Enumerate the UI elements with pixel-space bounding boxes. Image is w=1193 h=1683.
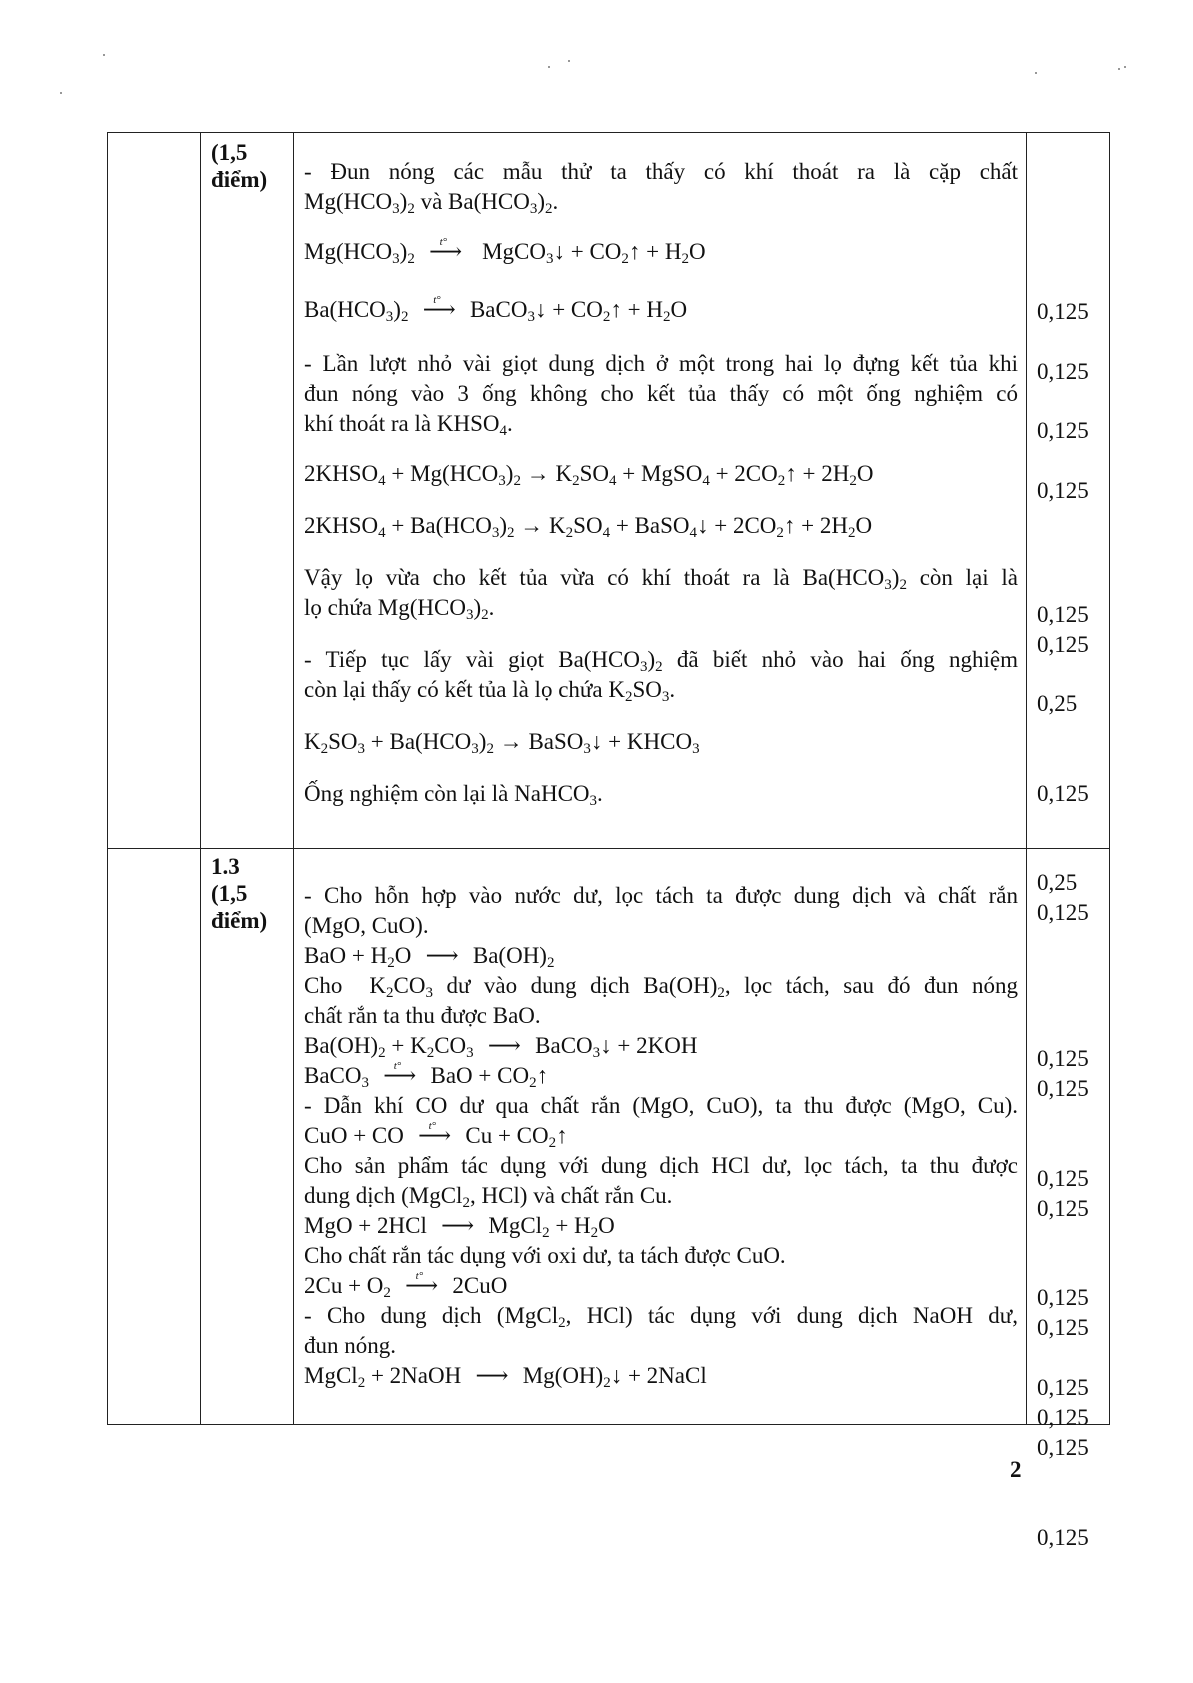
part-label-cell xyxy=(201,849,294,1425)
answer-table xyxy=(107,132,1110,1550)
equation: $2Cu + O_2$ t° ⟶ 2CuO xyxy=(304,1271,1018,1301)
point-value: 0,125 xyxy=(1037,417,1089,443)
answer-line: chất rắn ta thu được BaO. xyxy=(304,1003,541,1028)
equation: $Ba(HCO_3)_2$ t° ⟶ BaCO$_3$↓ + $CO_2↑ + H_2O$ xyxy=(304,295,1018,325)
scan-speck xyxy=(548,66,550,68)
equation: $2KHSO_4 + Ba(HCO_3)_2 \to K_2SO_4$ + BaSO$_4$↓ + $2CO_2↑ + 2H_2O$ xyxy=(304,513,873,541)
answer-line: Ống nghiệm còn lại là NaHCO$_3$. xyxy=(304,781,603,809)
answer-line: Cho $K_2CO_3$ dư vào dung dịch $Ba(OH)_2$, lọc tách, sau đó đun nóng xyxy=(304,973,1018,1001)
point-value: 0,125 xyxy=(1037,1314,1089,1340)
scan-speck xyxy=(1118,68,1120,70)
scan-speck xyxy=(568,60,570,62)
point-value: 0,125 xyxy=(1037,780,1089,806)
answer-line: - Dẫn khí CO dư qua chất rắn (MgO, CuO), ta thu được (MgO, Cu). xyxy=(304,1093,1018,1118)
equation: MgO + 2HCl ⟶ MgCl$_2$ + $H_2O$ xyxy=(304,1211,1018,1241)
answer-line: lọ chứa $Mg(HCO_3)_2$. xyxy=(304,595,495,623)
answer-content-cell xyxy=(294,133,1027,849)
answer-line: dung dịch (MgCl$_2$, HCl) và chất rắn Cu. xyxy=(304,1183,673,1211)
page-number: 2 xyxy=(1010,1457,1022,1482)
point-value: 0,125 xyxy=(1037,601,1089,627)
equation: $K_2SO_3 + Ba(HCO_3)_2$ → BaSO$_3$↓ + $KHCO_3$ xyxy=(304,729,700,757)
scan-speck xyxy=(1124,66,1126,68)
answer-line: - Tiếp tục lấy vài giọt $Ba(HCO_3)_2$ đã biết nhỏ vào hai ống nghiệm xyxy=(304,647,1018,675)
answer-line: $Mg(HCO_3)_2$ và $Ba(HCO_3)_2$. xyxy=(304,189,559,217)
scan-speck xyxy=(1035,72,1037,74)
answer-content-cell xyxy=(294,849,1027,1425)
scan-speck xyxy=(60,92,62,94)
answer-line: - Lần lượt nhỏ vài giọt dung dịch ở một trong hai lọ đựng kết tủa khi xyxy=(304,351,1018,376)
answer-line: Vậy lọ vừa cho kết tủa vừa có khí thoát ra là $Ba(HCO_3)_2$ còn lại là xyxy=(304,565,1018,593)
point-value: 0,125 xyxy=(1037,1165,1089,1191)
blank-cell xyxy=(108,133,201,849)
point-value: 0,125 xyxy=(1037,631,1089,657)
equation: CuO + CO t° ⟶ $Cu + CO_2↑$ xyxy=(304,1121,1018,1151)
blank-cell xyxy=(108,849,201,1425)
point-value: 0,25 xyxy=(1037,869,1078,895)
answer-line: đun nóng vào 3 ống không cho kết tủa thấy có một ống nghiệm có xyxy=(304,381,1018,406)
point-value: 0,125 xyxy=(1037,477,1089,503)
point-value: 0,25 xyxy=(1037,690,1078,716)
equation: MgCl$_2$ + 2NaOH ⟶ $Mg(OH)_2↓$ + 2NaCl xyxy=(304,1361,1018,1391)
part-score: (1,5 xyxy=(211,881,248,906)
equation: $Mg(HCO_3)_2$ t° ⟶ MgCO$_3$↓ + $CO_2↑ + H_2O$ xyxy=(304,237,1018,267)
part-label-cell xyxy=(201,133,294,849)
answer-line: đun nóng. xyxy=(304,1333,396,1358)
equation: BaCO$_3$ t° ⟶ BaO + $CO_2↑$ xyxy=(304,1061,1018,1091)
point-value: 0,125 xyxy=(1037,1524,1089,1550)
answer-line: Cho sản phẩm tác dụng với dung dịch HCl dư, lọc tách, ta thu được xyxy=(304,1153,1018,1178)
points-cell xyxy=(1027,849,1110,1550)
table-row xyxy=(108,133,1110,849)
answer-line: còn lại thấy có kết tủa là lọ chứa $K_2SO_3$. xyxy=(304,677,676,705)
part-score-unit: điểm) xyxy=(211,908,268,933)
answer-line: Cho chất rắn tác dụng với oxi dư, ta tách được CuO. xyxy=(304,1243,786,1268)
point-value: 0,125 xyxy=(1037,1075,1089,1101)
points-cell xyxy=(1027,133,1110,925)
part-number: 1.3 xyxy=(211,854,240,879)
part-score-unit: điểm) xyxy=(211,167,268,192)
answer-line: - Đun nóng các mẫu thử ta thấy có khí thoát ra là cặp chất xyxy=(304,159,1018,184)
point-value: 0,125 xyxy=(1037,1404,1089,1430)
answer-line: (MgO, CuO). xyxy=(304,913,429,938)
point-value: 0,125 xyxy=(1037,358,1089,384)
answer-line: - Cho hỗn hợp vào nước dư, lọc tách ta được dung dịch và chất rắn xyxy=(304,883,1018,908)
table-row xyxy=(108,849,1110,1425)
answer-line: - Cho dung dịch (MgCl$_2$, HCl) tác dụng với dung dịch NaOH dư, xyxy=(304,1303,1018,1331)
point-value: 0,125 xyxy=(1037,1434,1089,1460)
part-score: (1,5 xyxy=(211,140,248,165)
point-value: 0,125 xyxy=(1037,1195,1089,1221)
point-value: 0,125 xyxy=(1037,1374,1089,1400)
point-value: 0,125 xyxy=(1037,298,1089,324)
point-value: 0,125 xyxy=(1037,1284,1089,1310)
equation: BaO + $H_2O$ ⟶ $Ba(OH)_2$ xyxy=(304,941,1018,971)
equation: $2KHSO_4 + Mg(HCO_3)_2 \to K_2SO_4$ + MgSO$_4$ + $2CO_2↑ + 2H_2O$ xyxy=(304,461,874,489)
scan-speck xyxy=(103,54,105,56)
answer-line: khí thoát ra là $KHSO_4$. xyxy=(304,411,513,439)
equation: $Ba(OH)_2 + K_2CO_3$ ⟶ BaCO$_3$↓ + 2KOH xyxy=(304,1031,1018,1061)
point-value: 0,125 xyxy=(1037,899,1089,925)
point-value: 0,125 xyxy=(1037,1045,1089,1071)
